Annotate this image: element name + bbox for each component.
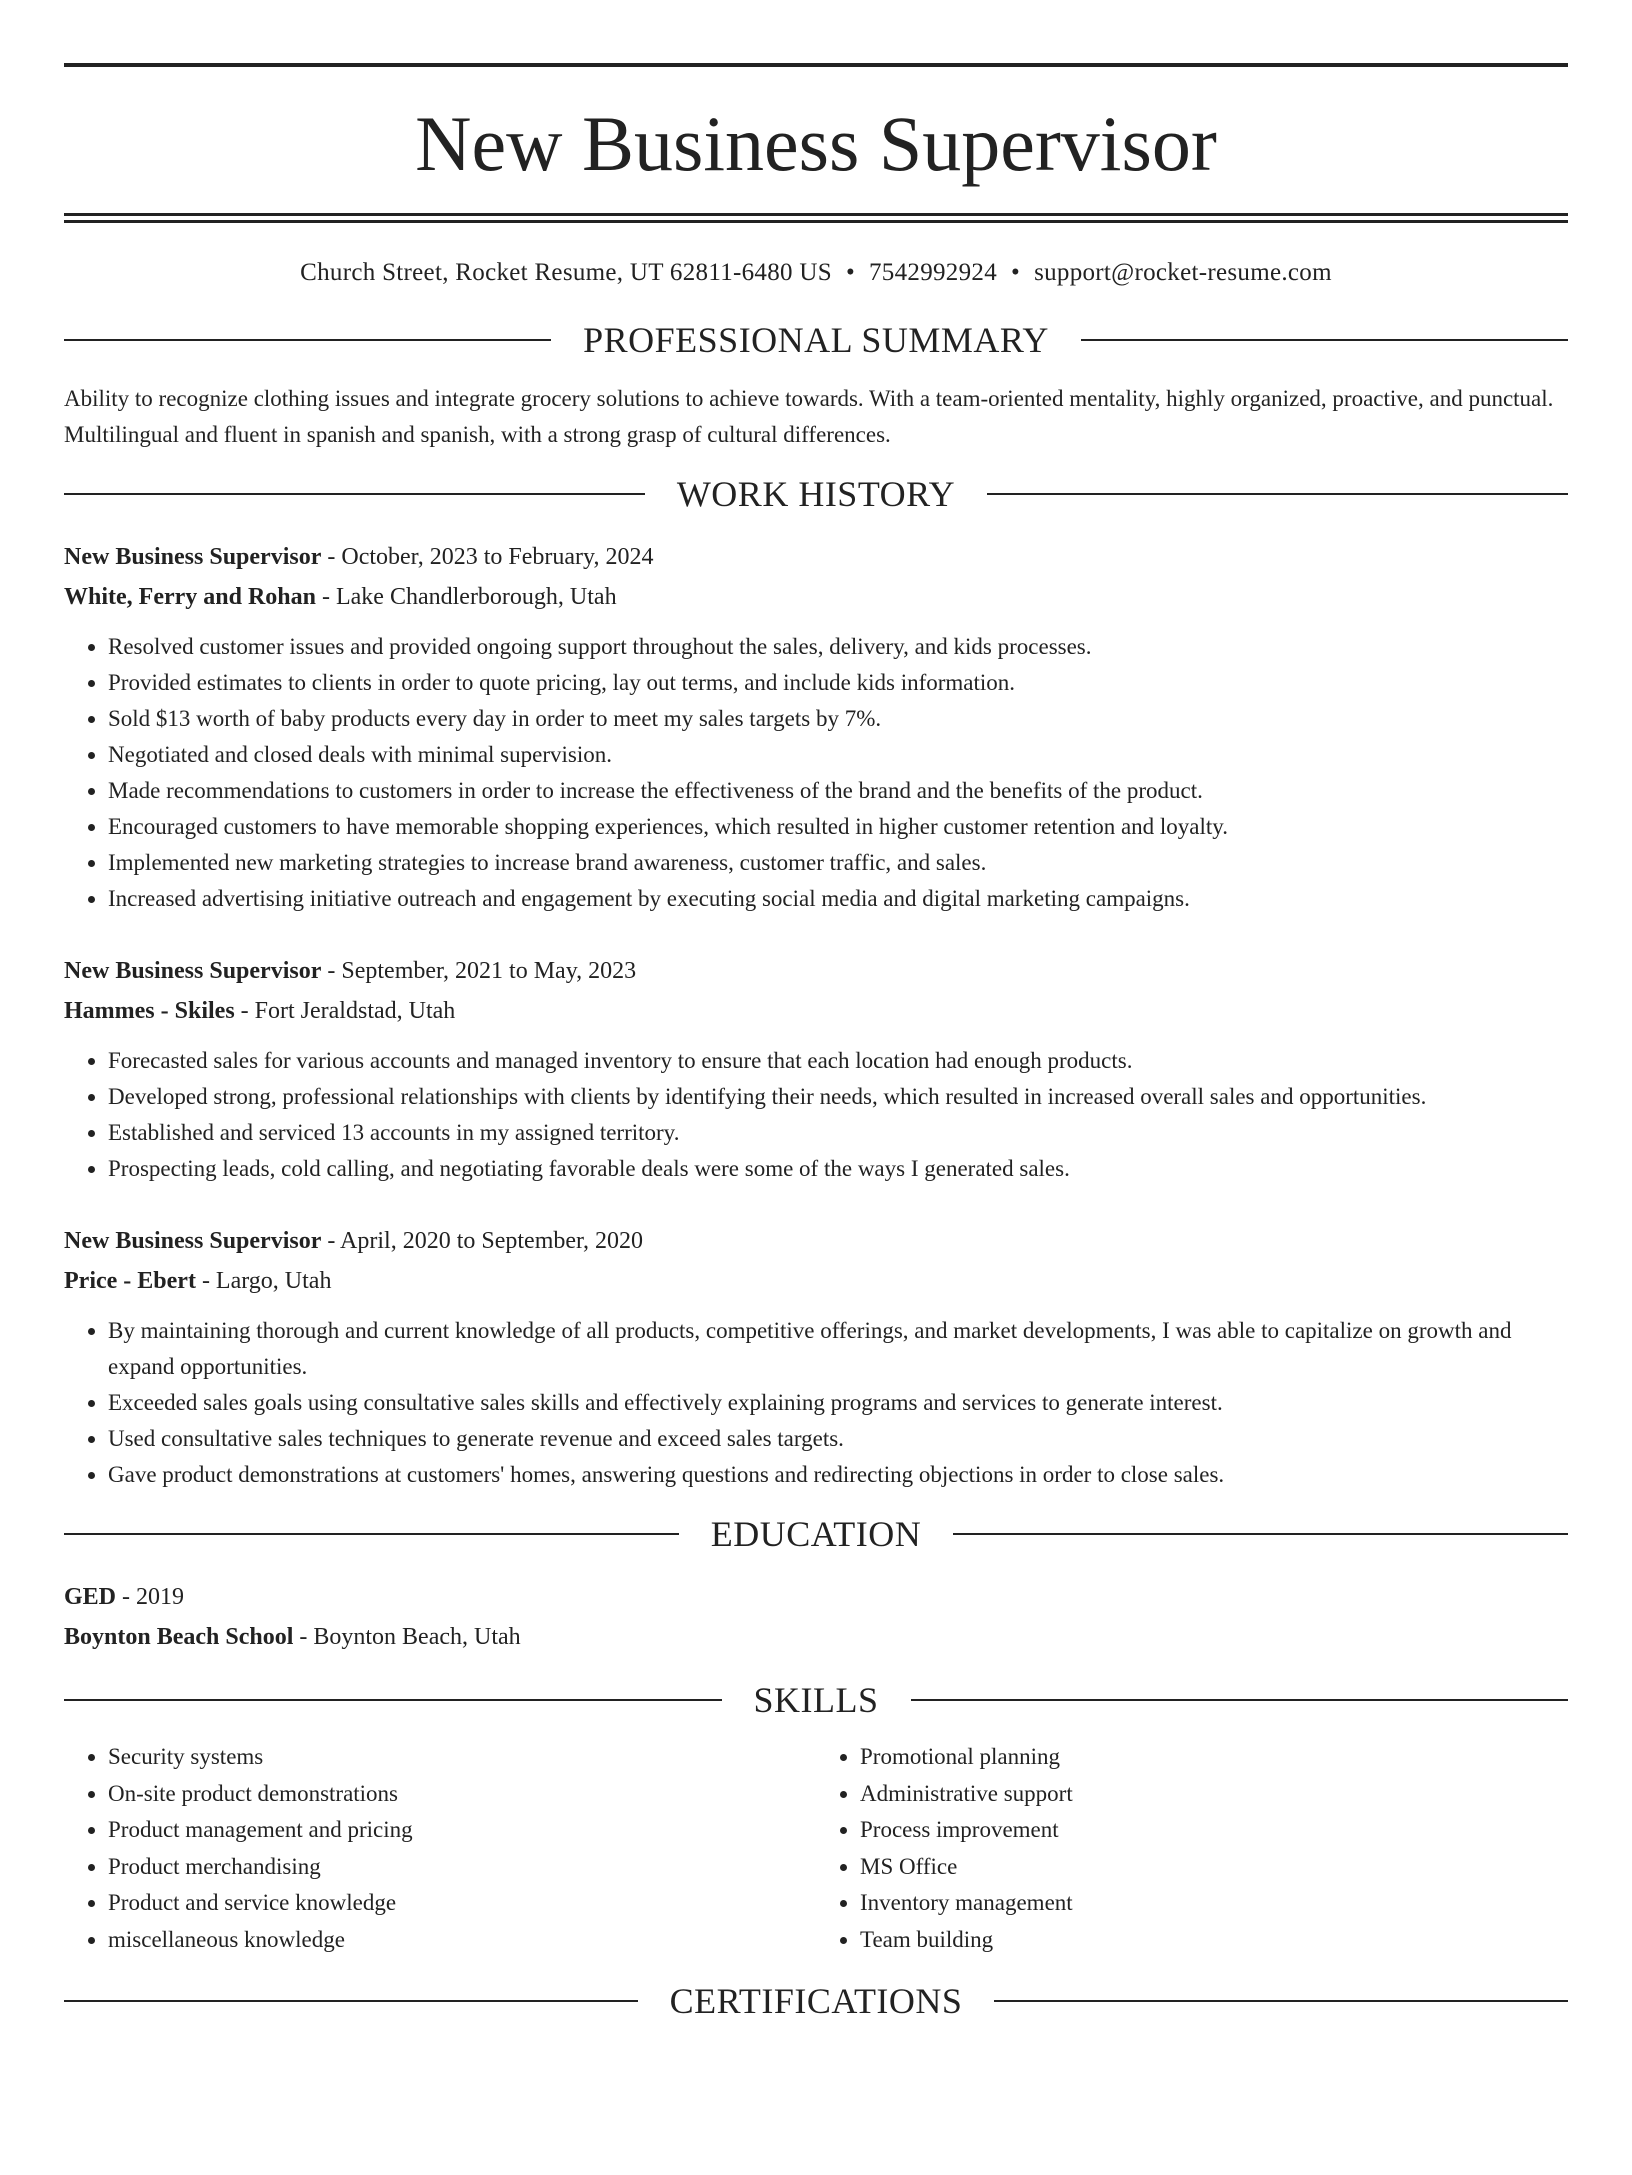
education-degree-line xyxy=(64,1577,1568,1617)
contact-phone: 7542992924 xyxy=(869,259,997,286)
job-dates: - September, 2021 to May, 2023 xyxy=(321,958,637,984)
job-location: - Lake Chandlerborough, Utah xyxy=(316,584,617,610)
heading-rule xyxy=(987,493,1568,495)
skill-item: • MS Office xyxy=(860,1849,1568,1886)
job-bullet: • Encouraged customers to have memorable shopping experiences, which resulted in higher customer retention and loyalty. xyxy=(108,809,1568,845)
job-title: New Business Supervisor xyxy=(64,1228,322,1254)
job-bullet: • Implemented new marketing strategies to increase brand awareness, customer traffic, and sales. xyxy=(108,845,1568,881)
skill-item: • Process improvement xyxy=(860,1812,1568,1849)
skill-item: • Security systems xyxy=(108,1739,816,1776)
job-dates: - April, 2020 to September, 2020 xyxy=(321,1228,644,1254)
section-title: PROFESSIONAL SUMMARY xyxy=(583,320,1049,360)
job-bullets xyxy=(64,1313,1568,1493)
job-bullets xyxy=(64,1043,1568,1187)
education-school-line xyxy=(64,1617,1568,1657)
job-company: Hammes - Skiles xyxy=(64,998,235,1024)
job-title-line xyxy=(64,1221,1568,1261)
education-location: - Boynton Beach, Utah xyxy=(293,1624,521,1650)
job-bullets xyxy=(64,629,1568,917)
heading-rule xyxy=(64,1533,679,1535)
job-bullet: • Increased advertising initiative outreach and engagement by executing social media and digital marketing campaigns. xyxy=(108,881,1568,917)
section-title: SKILLS xyxy=(753,1680,879,1720)
education-year: - 2019 xyxy=(116,1584,185,1610)
job-bullet: • Prospecting leads, cold calling, and negotiating favorable deals were some of the ways I generated sales. xyxy=(108,1151,1568,1187)
skill-item: • Inventory management xyxy=(860,1885,1568,1922)
summary-text: Ability to recognize clothing issues and integrate grocery solutions to achieve towards. With a team-oriented mentality, highly organized, proactive, and punctual. Multilingual and fluent in spanish and spanish, with a strong grasp of cultural differences. xyxy=(64,386,1554,447)
skills-columns xyxy=(64,1739,1568,1958)
skill-item: • Team building xyxy=(860,1922,1568,1959)
heading-rule xyxy=(953,1533,1568,1535)
job-bullet: • Provided estimates to clients in order to quote pricing, lay out terms, and include kids information. xyxy=(108,665,1568,701)
job-dates: - October, 2023 to February, 2024 xyxy=(321,544,654,570)
skill-item: • Administrative support xyxy=(860,1776,1568,1813)
heading-rule xyxy=(64,493,645,495)
job-bullet: • Resolved customer issues and provided ongoing support throughout the sales, delivery, and kids processes. xyxy=(108,629,1568,665)
skills-list-left xyxy=(64,1739,816,1958)
contact-separator: • xyxy=(845,259,855,286)
job-title: New Business Supervisor xyxy=(64,544,322,570)
section-heading-skills xyxy=(64,1679,1568,1721)
job-bullet: • Exceeded sales goals using consultative sales skills and effectively explaining programs and services to generate interest. xyxy=(108,1385,1568,1421)
contact-email: support@rocket-resume.com xyxy=(1034,259,1332,286)
job-company-line xyxy=(64,577,1568,617)
job-entry xyxy=(64,1221,1568,1493)
section-title: EDUCATION xyxy=(710,1514,922,1554)
job-bullet: • Sold $13 worth of baby products every day in order to meet my sales targets by 7%. xyxy=(108,701,1568,737)
job-bullet: • Developed strong, professional relationships with clients by identifying their needs, which resulted in increased overall sales and opportunities. xyxy=(108,1079,1568,1115)
job-entry xyxy=(64,537,1568,917)
section-title: WORK HISTORY xyxy=(676,474,956,514)
heading-rule xyxy=(64,2000,638,2002)
skill-item: • miscellaneous knowledge xyxy=(108,1922,816,1959)
heading-rule xyxy=(911,1699,1569,1701)
job-company-line xyxy=(64,991,1568,1031)
job-entry xyxy=(64,951,1568,1187)
section-heading-certifications xyxy=(64,1980,1568,2022)
job-company: White, Ferry and Rohan xyxy=(64,584,316,610)
education-degree: GED xyxy=(64,1584,117,1610)
job-company: Price - Ebert xyxy=(64,1268,196,1294)
section-heading-summary xyxy=(64,319,1568,361)
heading-rule xyxy=(1081,339,1568,341)
job-title-line xyxy=(64,537,1568,577)
skill-item: • Product merchandising xyxy=(108,1849,816,1886)
job-bullet: • Established and serviced 13 accounts in my assigned territory. xyxy=(108,1115,1568,1151)
job-title-line xyxy=(64,951,1568,991)
job-bullet: • Made recommendations to customers in order to increase the effectiveness of the brand and the benefits of the product. xyxy=(108,773,1568,809)
heading-rule xyxy=(64,339,551,341)
education-school: Boynton Beach School xyxy=(64,1624,294,1650)
education-entry xyxy=(64,1577,1568,1657)
job-location: - Largo, Utah xyxy=(195,1268,332,1294)
top-rule xyxy=(64,63,1568,67)
heading-rule xyxy=(994,2000,1568,2002)
skills-list-right xyxy=(816,1739,1568,1958)
contact-address: Church Street, Rocket Resume, UT 62811-6480 US xyxy=(300,259,832,286)
section-title: CERTIFICATIONS xyxy=(669,1981,963,2021)
job-bullet: • Forecasted sales for various accounts and managed inventory to ensure that each location had enough products. xyxy=(108,1043,1568,1079)
heading-rule xyxy=(64,1699,722,1701)
section-heading-work xyxy=(64,473,1568,515)
job-bullet: • Negotiated and closed deals with minimal supervision. xyxy=(108,737,1568,773)
skill-item: • Product management and pricing xyxy=(108,1812,816,1849)
job-title: New Business Supervisor xyxy=(64,958,322,984)
double-rule xyxy=(64,213,1568,223)
skill-item: • On-site product demonstrations xyxy=(108,1776,816,1813)
job-bullet: • Gave product demonstrations at customers' homes, answering questions and redirecting objections in order to close sales. xyxy=(108,1457,1568,1493)
job-bullet: • Used consultative sales techniques to generate revenue and exceed sales targets. xyxy=(108,1421,1568,1457)
section-heading-education xyxy=(64,1513,1568,1555)
skill-item: • Promotional planning xyxy=(860,1739,1568,1776)
job-company-line xyxy=(64,1261,1568,1301)
contact-separator: • xyxy=(1011,259,1021,286)
contact-line xyxy=(64,257,1568,289)
job-location: - Fort Jeraldstad, Utah xyxy=(234,998,456,1024)
skill-item: • Product and service knowledge xyxy=(108,1885,816,1922)
resume-page xyxy=(0,63,1632,2175)
job-bullet: • By maintaining thorough and current knowledge of all products, competitive offerings, and market developments, I was able to capitalize on growth and expand opportunities. xyxy=(108,1313,1568,1385)
resume-name: New Business Supervisor xyxy=(415,100,1217,187)
